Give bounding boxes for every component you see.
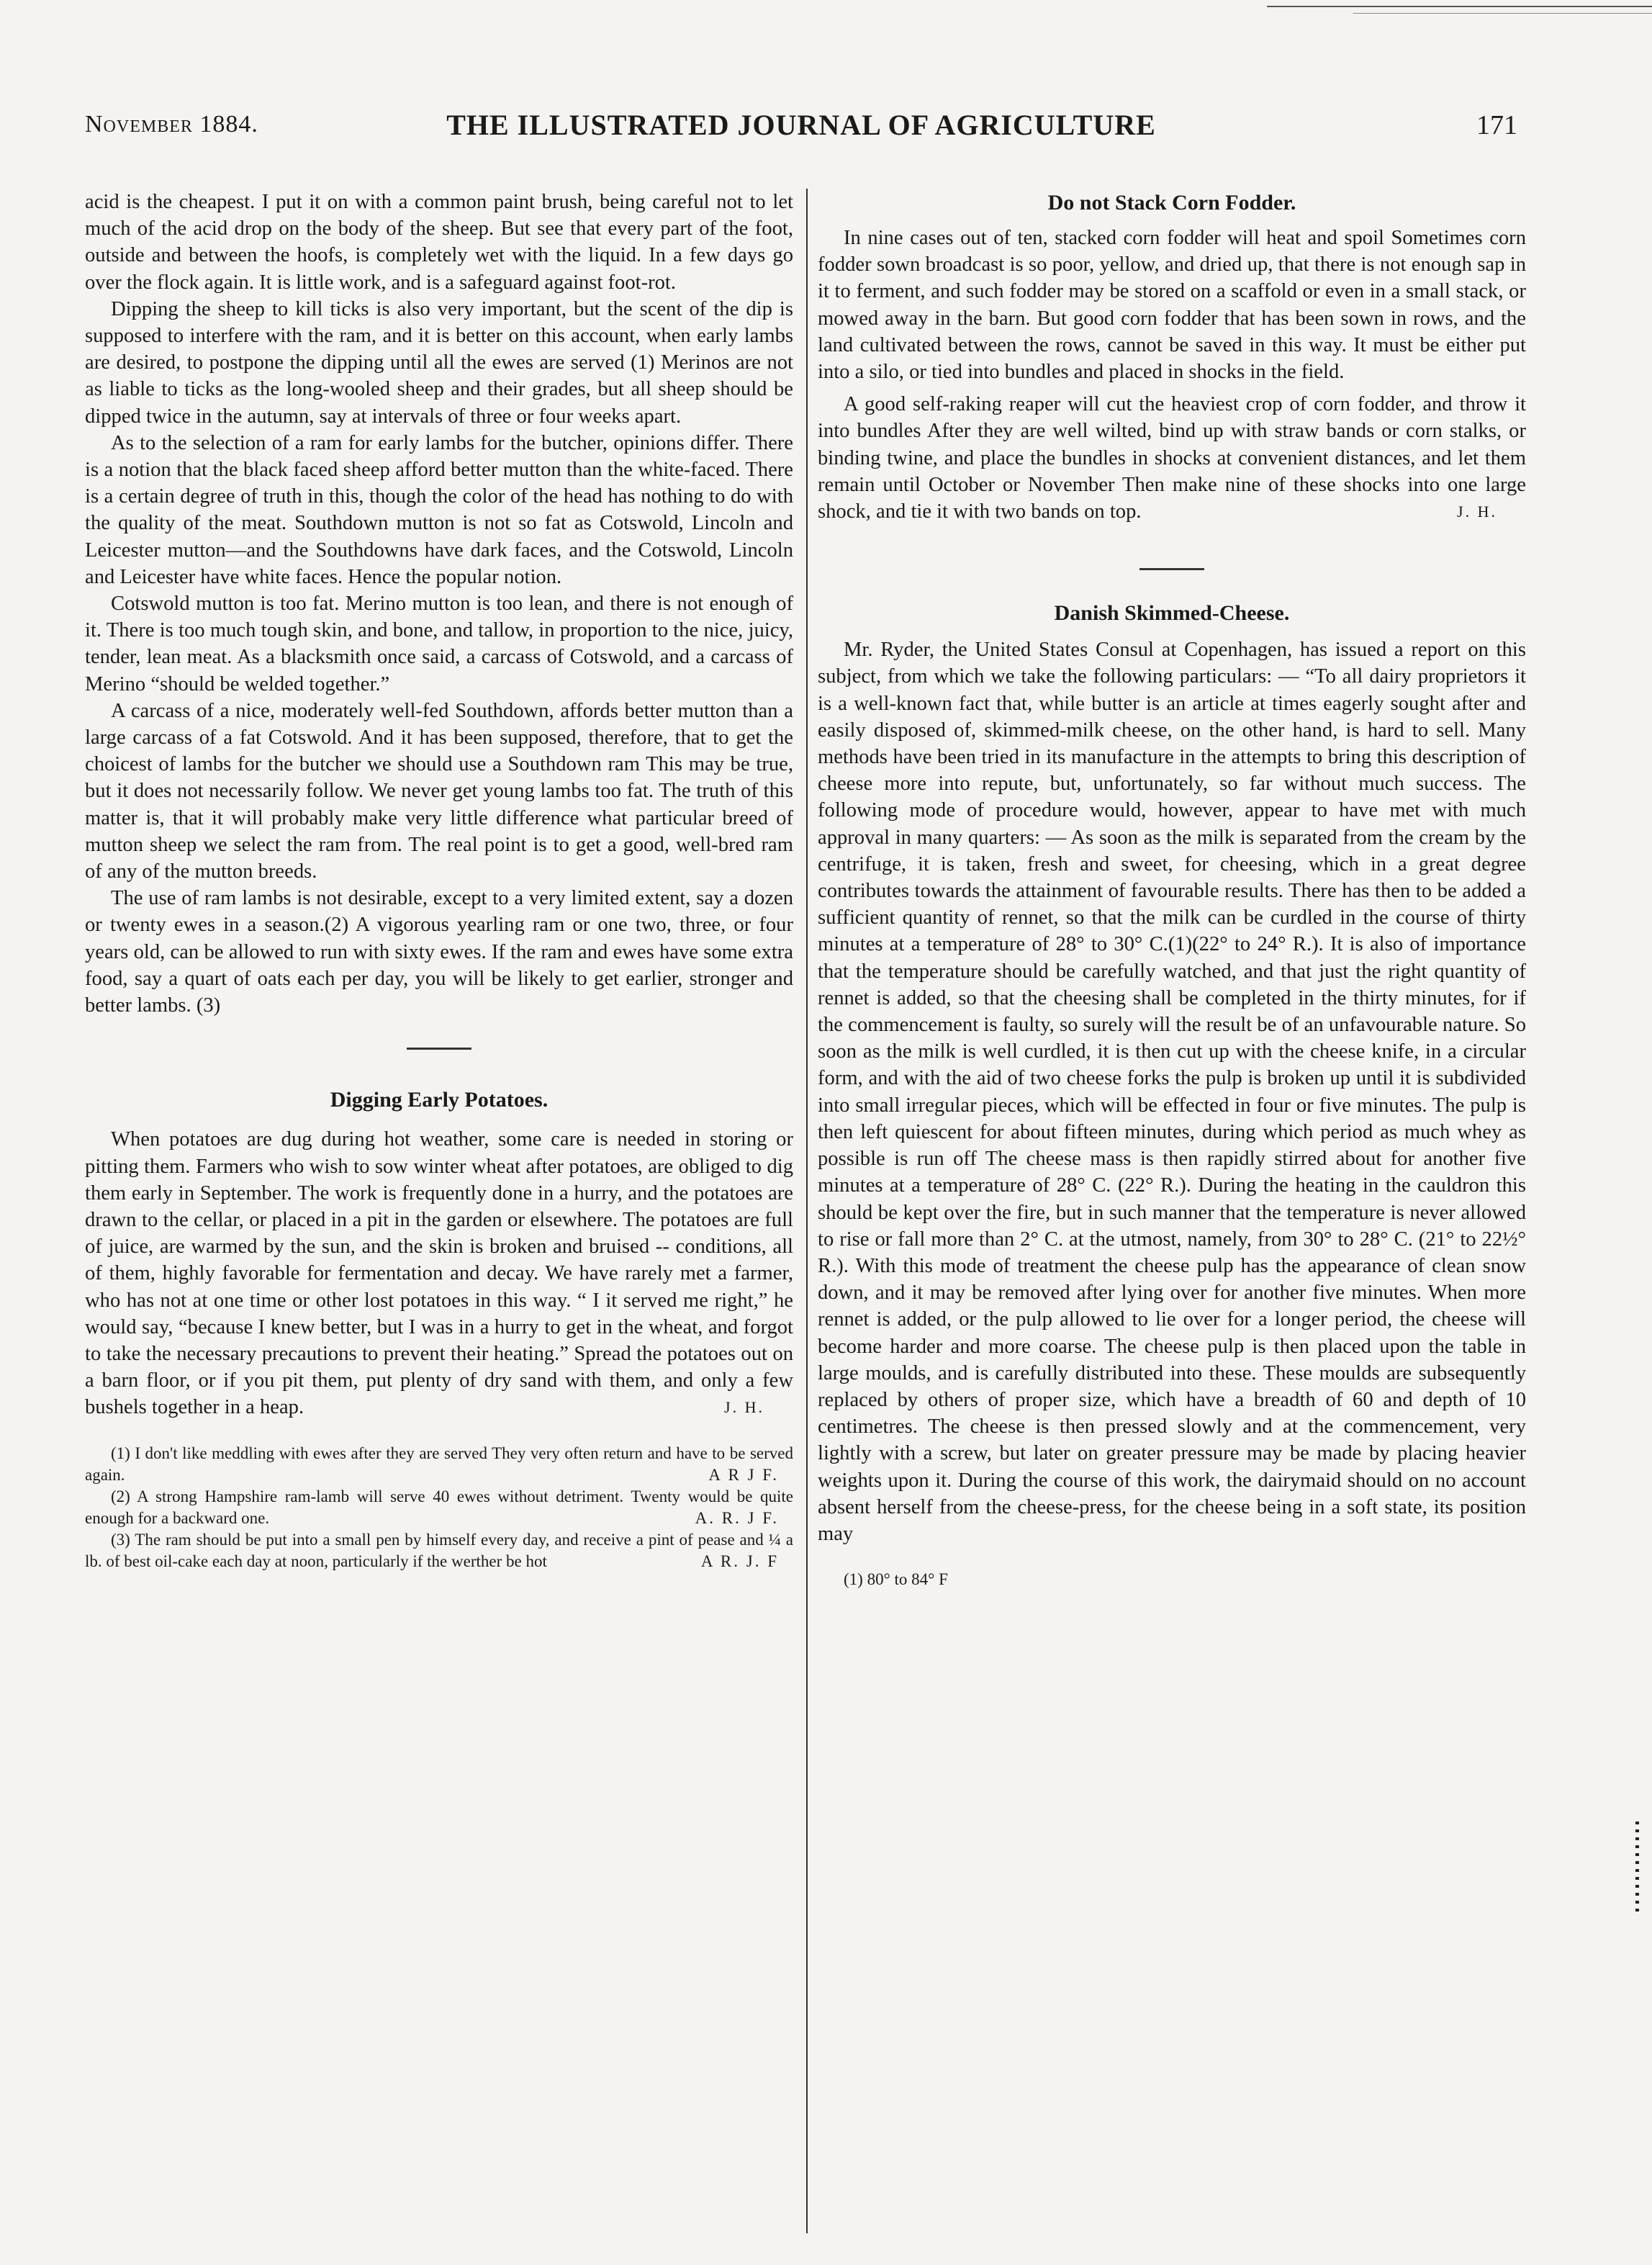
paragraph	[818, 391, 1526, 525]
paragraph: The use of ram lambs is not desirable, except to a very limited extent, say a dozen or twenty ewes in a season.(2) A vigorous yearling ram or one two, three, or four years old, can be allowed to run with sixty ewes. If the ram and ewes have some extra food, say a quart of oats each per day, you will be likely to get earlier, stronger and better lambs. (3)	[85, 887, 793, 1017]
author-signature: J. H.	[1457, 503, 1497, 521]
paragraph: Dipping the sheep to kill ticks is also very important, but the scent of the dip is supposed to interfere with the ram, and it is better on this account, when early lambs are desired, to postpone the dipping until all the ewes are served (1) Merinos are not as liable to ticks as the long-wooled sheep and their grades, but all sheep should be dipped twice in the autumn, say at intervals of three or four weeks apart.	[85, 297, 793, 428]
article-body	[85, 1126, 793, 1420]
footnote-text: (3) The ram should be put into a small pen by himself every day, and receive a pint of pease and ¼ a lb. of best oil-cake each day at noon, particularly if the werther be hot	[85, 1530, 793, 1570]
paragraph: As to the selection of a ram for early lambs for the butcher, opinions differ. There is a notion that the black faced sheep afford better mutton than the white-faced. There is a certain degree of truth in this, though the color of the head has nothing to do with the quality of the meat. Southdown mutton is not so fat as Cotswold, Lincoln and Leicester mutton—and the Southdowns have dark faces, and the Cotswold, Lincoln and Leicester have white faces. Hence the popular notion.	[85, 431, 793, 588]
paragraph: acid is the cheapest. I put it on with a common paint brush, being careful not to let much of the acid drop on the body of the sheep. But see that every part of the foot, outside and between the hoofs, is completely wet with the liquid. In a few days go over the flock again. It is little work, and is a safeguard against foot-rot.	[85, 191, 793, 294]
paragraph: Cotswold mutton is too fat. Merino mutton is too lean, and there is not enough of it. There is too much tough skin, and bone, and tallow, in proportion to the nice, juicy, tender, lean meat. As a blacksmith once said, a carcass of Cotswold, and a carcass of Merino “should be welded together.”	[85, 593, 793, 695]
scan-edge-line	[1267, 6, 1652, 7]
right-column	[818, 189, 1526, 1590]
scan-artifact	[1635, 1822, 1639, 1915]
footnote	[85, 1529, 793, 1572]
footnote: (1) 80° to 84° F	[844, 1570, 948, 1589]
paragraph: A carcass of a nice, moderately well-fed Southdown, affords better mutton than a large carcass of a fat Cotswold. And it has been supposed, therefore, that to get the choicest of lambs for the butcher we should use a Southdown ram This may be true, but it does not necessarily follow. We never get young lambs too fat. The truth of this matter is, that it will probably make very little difference what particular breed of mutton sheep we select the ram from. The real point is to get a good, well-bred ram of any of the mutton breeds.	[85, 699, 793, 883]
scan-edge-line	[1353, 13, 1652, 14]
footnote-initials: A. R. J F.	[695, 1508, 779, 1527]
column-divider	[806, 189, 808, 2233]
page-header	[85, 108, 1517, 144]
article-heading: Danish Skimmed-Cheese.	[1054, 601, 1290, 626]
section-separator	[1139, 568, 1204, 570]
footnote	[85, 1486, 793, 1529]
left-column	[85, 189, 793, 1572]
footnote-initials: A R J F.	[708, 1465, 779, 1484]
page-number: 171	[1476, 110, 1517, 140]
article-body: Mr. Ryder, the United States Consul at Copenhagen, has issued a report on this subject, from which we take the following particulars: — “To all dairy proprietors it is a well-known fact that, while butter is an article at times eagerly sought after and easily disposed of, skimmed-milk cheese, on the other hand, is hard to sell. Many methods have been tried in its manufacture in the attempts to bring this description of cheese more into repute, but, unfortunately, so far without much success. The following mode of procedure would, however, appear to have met with much approval in many quarters: — As soon as the milk is separated from the cream by the centrifuge, it is taken, fresh and sweet, for cheesing, which in a great degree contributes towards the attainment of favourable results. There has then to be added a sufficient quantity of rennet, so that the milk can be curdled in the course of thirty minutes at a temperature of 28° to 30° C.(1)(22° to 24° R.). It is also of importance that the temperature should be carefully watched, and that just the right quantity of rennet is added, so that the cheesing shall be completed in the thirty minutes, for if the commencement is faulty, so surely will the result be of an unfavourable nature. So soon as the milk is well curdled, it is then cut up with the cheese knife, in a circular form, and with the aid of two cheese forks the pulp is broken up until it is subdivided into small irregular pieces, which will be effected in four or five minutes. The pulp is then left quiescent for about fifteen minutes, during which period as much whey as possible is run off The cheese mass is then rapidly stirred about for another five minutes at a temperature of 28° C. (22° R.). During the heating in the cauldron this should be kept over the fire, but in such manner that the temperature is never allowed to rise or fall more than 2° C. at the utmost, namely, from 30° to 28° C. (21° to 22½° R.). With this mode of treatment the cheese pulp has the appearance of clean snow down, and it may be removed after lying over for another five minutes. When more rennet is added, or the pulp allowed to lie over for a longer period, the cheese will become harder and more coarse. The cheese pulp is then placed upon the table in large moulds, and is carefully distributed into these. These moulds are subsequently replaced by others of proper size, which have a breadth of 60 and depth of 10 centimetres. The cheese is then pressed slowly and at the commencement, very lightly with a screw, but later on greater pressure may be made by placing heavier weights upon it. During the course of this work, the dairymaid should on no account absent herself from the cheese-press, for the cheese being in a soft state, its position may	[818, 639, 1526, 1545]
paragraph: In nine cases out of ten, stacked corn fodder will heat and spoil Sometimes corn fodder sown broadcast is so poor, yellow, and dried up, that there is not enough sap in it to ferment, and such fodder may be stored on a scaffold or even in a small stack, or mowed away in the barn. But good corn fodder that has been sown in rows, and the land cultivated between the rows, cannot be saved in this way. It must be either put into a silo, or tied into bundles and placed in shocks in the field.	[818, 227, 1526, 384]
author-signature: J. H.	[724, 1398, 764, 1417]
section-separator	[407, 1048, 471, 1050]
article-text: A good self-raking reaper will cut the heaviest crop of corn fodder, and throw it into bundles After they are well wilted, bind up with straw bands or corn stalks, or binding twine, and place the bundles in shocks at convenient distances, and let them remain until October or November Then make nine of these shocks into one large shock, and tie it with two bands on top.	[818, 393, 1526, 523]
article-text: When potatoes are dug during hot weather, some care is needed in storing or pitting them. Farmers who wish to sow winter wheat after potatoes, are obliged to dig them early in September. The work is frequently done in a hurry, and the potatoes are drawn to the cellar, or placed in a pit in the garden or elsewhere. The potatoes are full of juice, are warmed by the sun, and the skin is broken and bruised -- conditions, all of them, highly favorable for fermentation and decay. We have rarely met a farmer, who has not at one time or other lost potatoes in this way. “ I it served me right,” he would say, “because I knew better, but I was in a hurry to get in the wheat, and forgot to take the necessary precautions to prevent their heating.” Spread the potatoes out on a barn floor, or if you pit them, put plenty of dry sand with them, and only a few bushels together in a heap.	[85, 1128, 793, 1419]
issue-date: November 1884.	[85, 111, 258, 138]
footnote	[85, 1443, 793, 1486]
article-heading: Do not Stack Corn Fodder.	[1047, 191, 1296, 215]
journal-title: THE ILLUSTRATED JOURNAL OF AGRICULTURE	[446, 109, 1156, 141]
footnote-text: (1) I don't like meddling with ewes after they are served They very often return and have to be served again.	[85, 1444, 793, 1484]
footnote-initials: A R. J. F	[700, 1552, 779, 1570]
article-heading: Digging Early Potatoes.	[330, 1088, 549, 1112]
footnote-text: (2) A strong Hampshire ram-lamb will serve 40 ewes without detriment. Twenty would be quite enough for a backward one.	[85, 1487, 793, 1527]
